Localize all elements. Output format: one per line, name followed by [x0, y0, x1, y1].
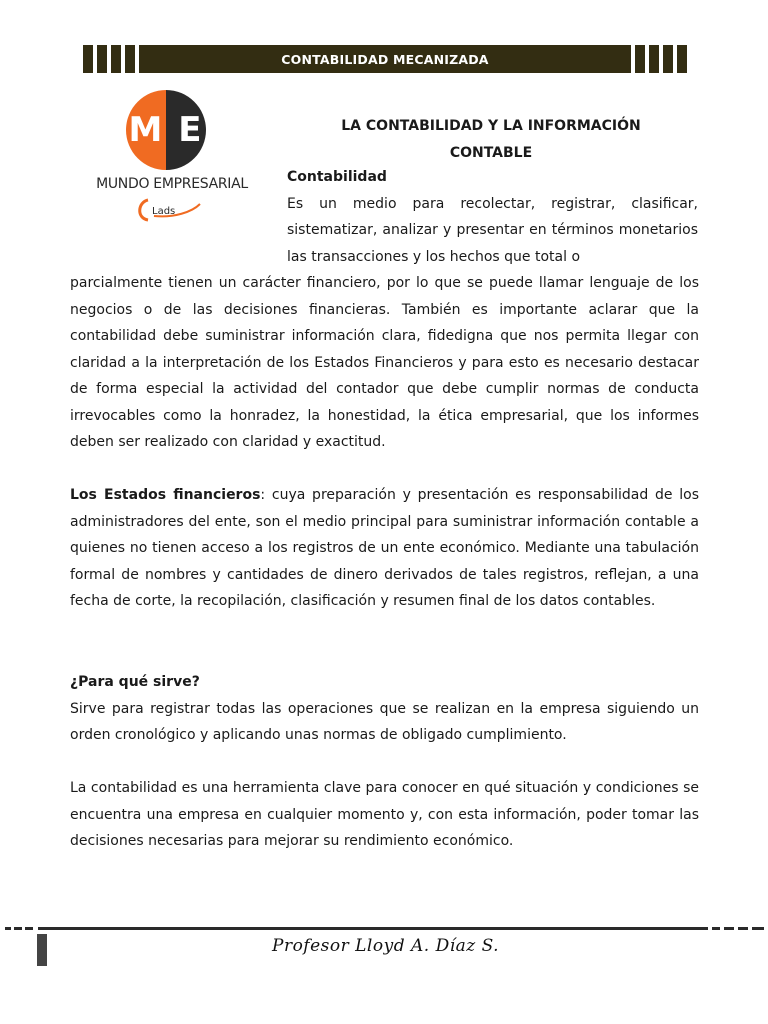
logo-lads-text: Lads: [152, 206, 176, 217]
para-que-sirve-text: Sirve para registrar todas las operaciones que se realizan en la empresa siguiendo un orden cronológico y aplicando unas normas de obligado cumplimiento.: [70, 700, 699, 743]
contabilidad-intro: [287, 164, 698, 270]
contabilidad-heading: Contabilidad: [287, 169, 387, 185]
page-header: [83, 45, 687, 73]
footer-divider: [0, 927, 768, 930]
estados-financieros-lead: Los Estados financieros: [70, 487, 261, 503]
herramienta-paragraph: La contabilidad es una herramienta clave para conocer en qué situación y condiciones se encuentra una empresa en cualquier momento y, con esta información, poder tomar las decisiones necesarias para mejorar su rendimiento económico.: [70, 780, 699, 849]
estados-financieros-paragraph: [70, 482, 699, 615]
document-title: [290, 113, 692, 167]
estados-financieros-text: : cuya preparación y presentación es responsabilidad de los administradores del ente, son el medio principal para suministrar información contable a quienes no tienen acceso a los registros de un ente económico. Mediante una tabulación formal de nombres y cantidades de dinero derivados de tales registros, reflejan, a una fecha de corte, la recopilación, clasificación y resumen final de los datos contables.: [70, 487, 699, 609]
header-stripes-right: [635, 45, 687, 73]
title-line-2: CONTABLE: [449, 145, 533, 161]
footer-side-bar: [37, 934, 47, 966]
footer-signature: Profesor Lloyd A. Díaz S.: [272, 936, 500, 956]
logo-brand-text: MUNDO EMPRESARIAL: [96, 176, 248, 192]
header-title: CONTABILIDAD MECANIZADA: [139, 45, 631, 73]
para-que-sirve-section: [70, 669, 699, 749]
title-line-1: LA CONTABILIDAD Y LA INFORMACIÓN: [341, 118, 641, 134]
logo-letters: M E: [128, 110, 204, 150]
contabilidad-intro-text: Es un medio para recolectar, registrar, clasificar, sistematizar, analizar y presentar en términos monetarios las transacciones y los hechos que total o: [287, 195, 698, 265]
contabilidad-paragraph: parcialmente tienen un carácter financiero, por lo que se puede llamar lenguaje de los negocios o de las decisiones financieras. También es importante aclarar que la contabilidad debe suministrar información clara, fidedigna que nos permita llegar con claridad a la interpretación de los Estados Financieros y para esto es necesario destacar de forma especial la actividad del contador que debe cumplir normas de conducta irrevocables como la honradez, la honestidad, la ética empresarial, que los informes deben ser realizado con claridad y exactitud.: [70, 275, 699, 450]
para-que-sirve-heading: ¿Para qué sirve?: [70, 674, 200, 690]
company-logo: [96, 88, 262, 233]
header-stripes-left: [83, 45, 135, 73]
